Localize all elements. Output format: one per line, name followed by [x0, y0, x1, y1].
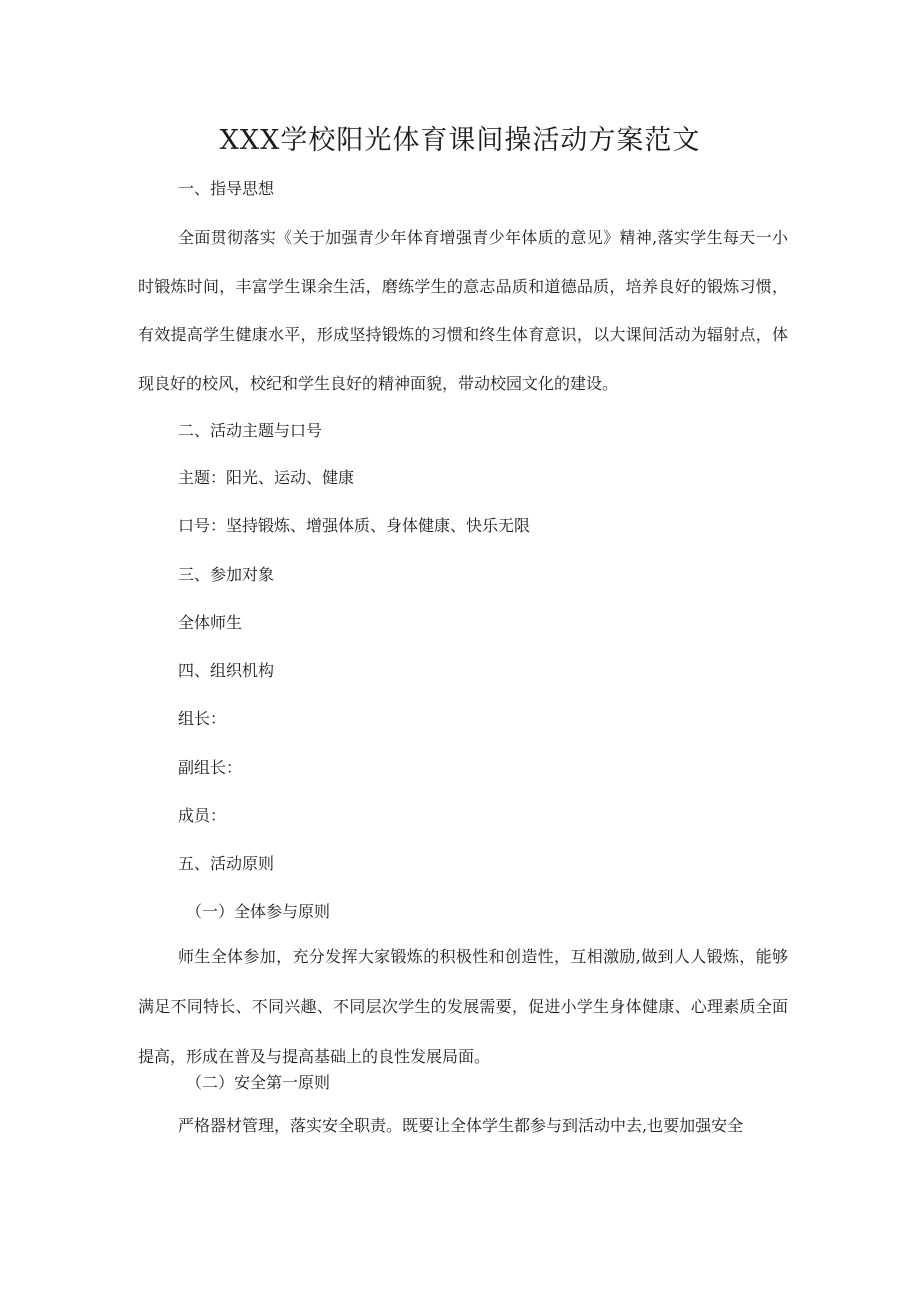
subheading-safety-first: （二）安全第一原则 — [186, 1073, 331, 1092]
deputy-leader-line: 副组长： — [178, 758, 243, 777]
slogan-line: 口号：坚持锻炼、增强体质、身体健康、快乐无限 — [178, 516, 531, 535]
heading-organization: 四、组织机构 — [178, 661, 275, 680]
members-line: 成员： — [178, 806, 227, 825]
heading-guiding-ideology: 一、指导思想 — [178, 179, 275, 198]
theme-line: 主题：阳光、运动、健康 — [178, 468, 355, 487]
heading-participants: 三、参加对象 — [178, 565, 275, 584]
paragraph-safety-first: 严格器材管理，落实安全职责。既要让全体学生都参与到活动中去,也要加强安全 — [178, 1116, 744, 1135]
leader-line: 组长： — [178, 709, 227, 728]
heading-principles: 五、活动原则 — [178, 854, 275, 873]
subheading-full-participation: （一）全体参与原则 — [186, 902, 331, 921]
heading-theme-slogan: 二、活动主题与口号 — [178, 421, 323, 440]
paragraph-guiding-ideology: 全面贯彻落实《关于加强青少年体育增强青少年体质的意见》精神,落实学生每天一小时锻炼时间，丰富学生课余生活，磨练学生的意志品质和道德品质，培养良好的锻炼习惯，有效提高学生健康水平，形成坚持锻炼的习惯和终生体育意识，以大课间活动为辐射点，体现良好的校风，校纪和学生良好的精神面貌，带动校园文化的建设。 — [138, 228, 788, 393]
participants-line: 全体师生 — [178, 613, 243, 632]
paragraph-full-participation: 师生全体参加，充分发挥大家锻炼的积极性和创造性，互相激励,做到人人锻炼，能够满足不同特长、不同兴趣、不同层次学生的发展需要，促进小学生身体健康、心理素质全面提高，形成在普及与提高基础上的良性发展局面。 — [138, 947, 788, 1066]
document-title: XXX学校阳光体育课间操活动方案范文 — [219, 125, 701, 156]
